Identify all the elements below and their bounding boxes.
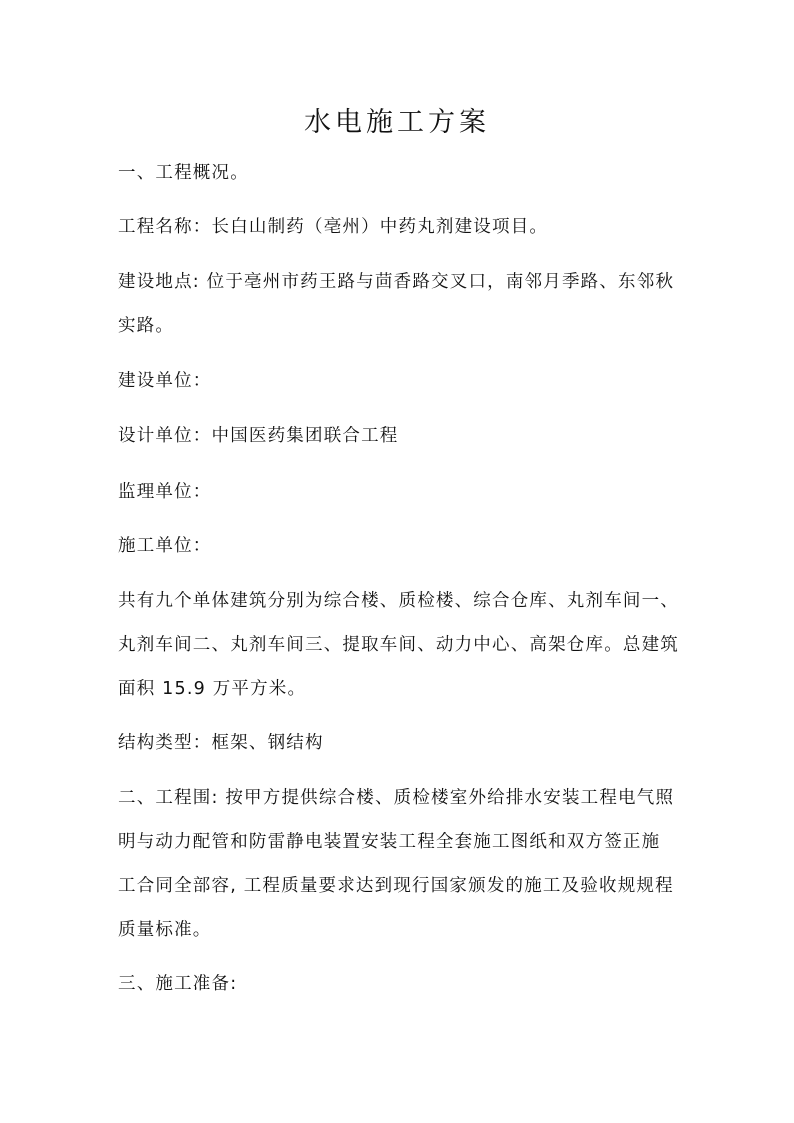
scope-line-1: 二、工程围: 按甲方提供综合楼、质检楼室外给排水安装工程电气照: [118, 788, 675, 808]
contractor-unit-line: 施工单位：: [118, 536, 212, 556]
structure-type-line: 结构类型：框架、钢结构: [118, 733, 324, 753]
scope-line-3: 工合同全部容, 工程质量要求达到现行国家颁发的施工及验收规规程: [118, 876, 674, 896]
section-heading-preparation: 三、施工准备:: [118, 974, 238, 994]
location-line-2: 实路。: [118, 316, 175, 336]
scope-line-2: 明与动力配管和防雷静电装置安装工程全套施工图纸和双方签正施: [118, 832, 661, 852]
construction-unit-line: 建设单位：: [118, 371, 212, 391]
buildings-line-3: 面积 15.9 万平方米。: [118, 679, 307, 699]
design-unit-line: 设计单位：中国医药集团联合工程: [118, 426, 399, 446]
section-heading-overview: 一、工程概况。: [118, 163, 249, 183]
location-line-1: 建设地点: 位于亳州市药王路与茴香路交叉口，南邻月季路、东邻秋: [118, 272, 675, 292]
scope-line-4: 质量标准。: [118, 920, 212, 940]
buildings-line-1: 共有九个单体建筑分别为综合楼、质检楼、综合仓库、丸剂车间一、: [118, 591, 679, 611]
supervision-unit-line: 监理单位：: [118, 482, 212, 502]
project-name-line: 工程名称：长白山制药（亳州）中药丸剂建设项目。: [118, 217, 549, 237]
buildings-line-2: 丸剂车间二、丸剂车间三、提取车间、动力中心、高架仓库。总建筑: [118, 635, 679, 655]
document-title: 水电施工方案: [304, 107, 490, 138]
